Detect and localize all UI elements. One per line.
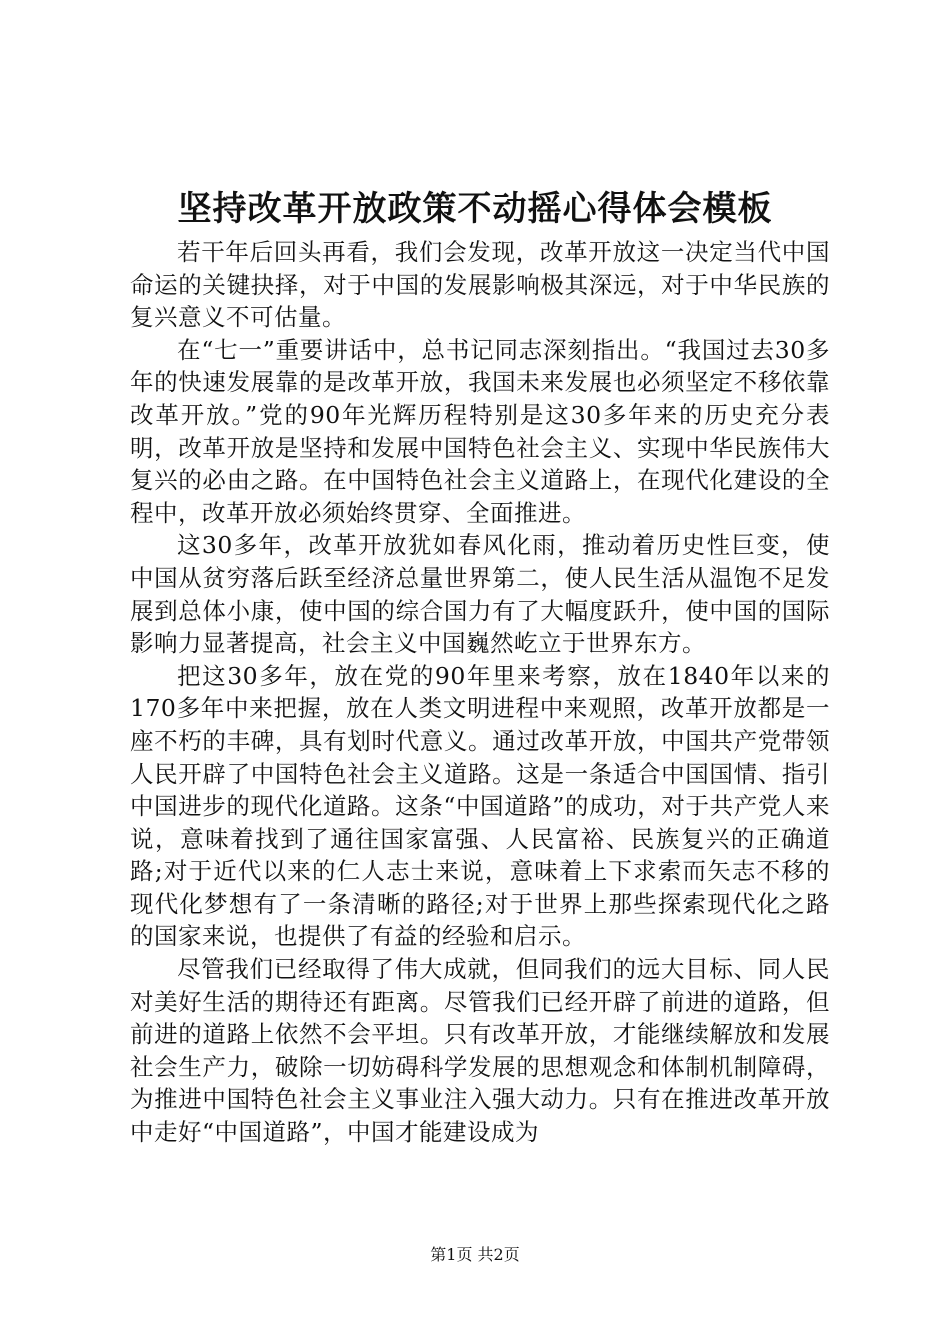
paragraph-2: 在“七一”重要讲话中，总书记同志深刻指出。“我国过去30多年的快速发展靠的是改革开放，我国未来发展也必须坚定不移依靠改革开放。”党的90年光辉历程特别是这30多年来的历史充分表明，改革开放是坚持和发展中国特色社会主义、实现中华民族伟大复兴的必由之路。在中国特色社会主义道路上，在现代化建设的全程中，改革开放必须始终贯穿、全面推进。 <box>130 335 830 527</box>
paragraph-3: 这30多年，改革开放犹如春风化雨，推动着历史性巨变，使中国从贫穷落后跃至经济总量世界第二，使人民生活从温饱不足发展到总体小康，使中国的综合国力有了大幅度跃升，使中国的国际影响力显著提高，社会主义中国巍然屹立于世界东方。 <box>130 531 830 658</box>
paragraph-1: 若干年后回头再看，我们会发现，改革开放这一决定当代中国命运的关键抉择，对于中国的发展影响极其深远，对于中华民族的复兴意义不可估量。 <box>130 238 830 332</box>
document-title: 坚持改革开放政策不动摇心得体会模板 <box>177 189 773 229</box>
paragraph-4: 把这30多年，放在党的90年里来考察，放在1840年以来的170多年中来把握，放在人类文明进程中来观照，改革开放都是一座不朽的丰碑，具有划时代意义。通过改革开放，中国共产党带领人民开辟了中国特色社会主义道路。这是一条适合中国国情、指引中国进步的现代化道路。这条“中国道路”的成功，对于共产党人来说，意味着找到了通往国家富强、人民富裕、民族复兴的正确道路;对于近代以来的仁人志士来说，意味着上下求索而矢志不移的现代化梦想有了一条清晰的路径;对于世界上那些探索现代化之路的国家来说，也提供了有益的经验和启示。 <box>130 661 830 951</box>
page-footer: 第1页 共2页 <box>430 1245 520 1264</box>
paragraph-5: 尽管我们已经取得了伟大成就，但同我们的远大目标、同人民对美好生活的期待还有距离。尽管我们已经开辟了前进的道路，但前进的道路上依然不会平坦。只有改革开放，才能继续解放和发展社会生产力，破除一切妨碍科学发展的思想观念和体制机制障碍，为推进中国特色社会主义事业注入强大动力。只有在推进改革开放中走好“中国道路”，中国才能建设成为 <box>130 955 830 1147</box>
document-body <box>130 236 830 1149</box>
